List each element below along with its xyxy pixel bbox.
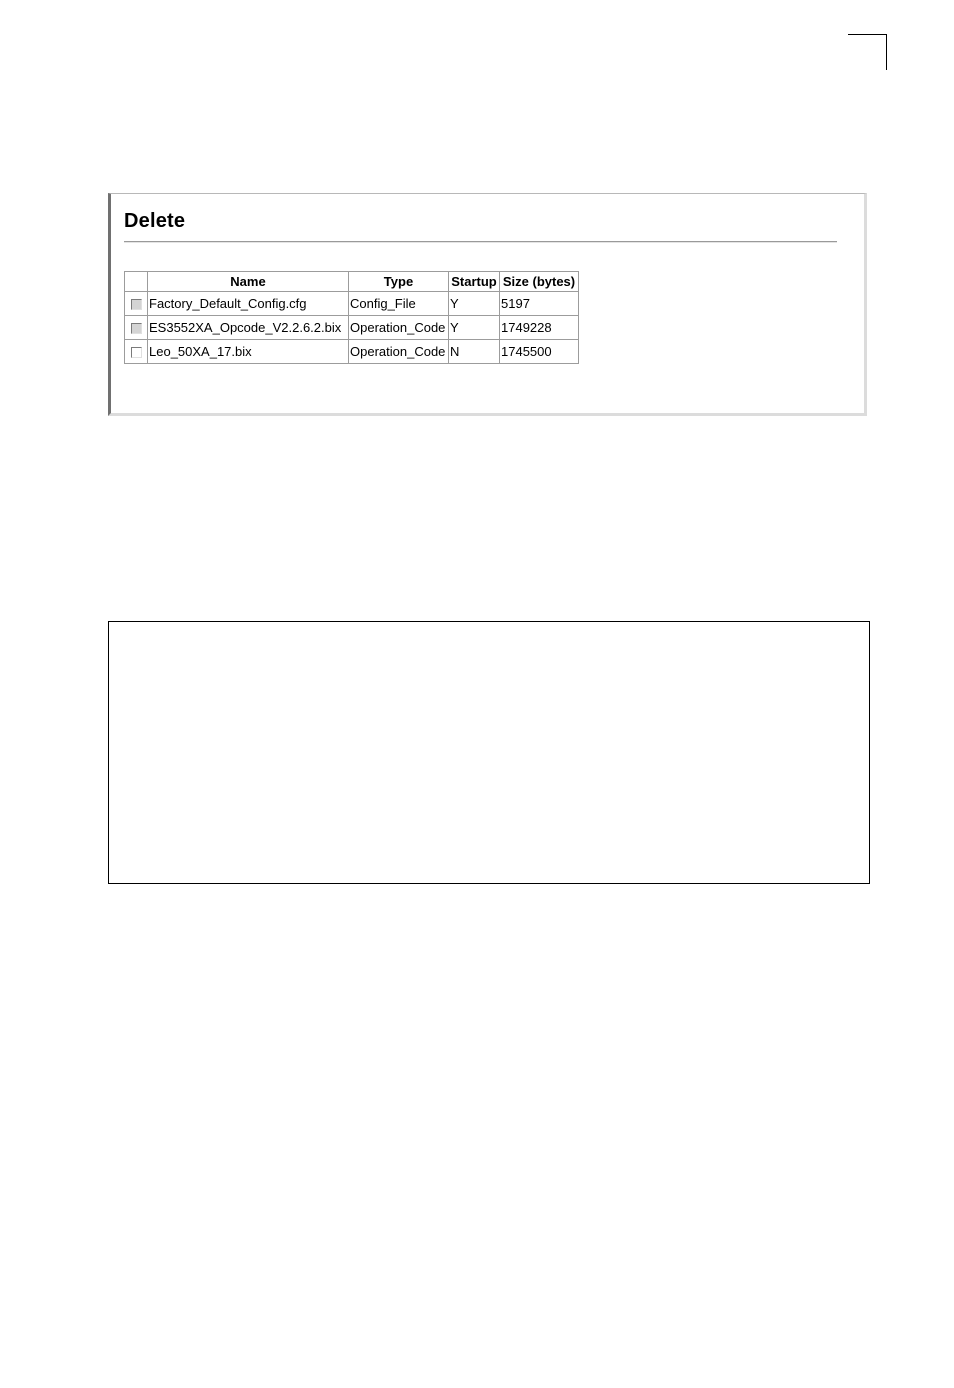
startup-cell: Y	[449, 316, 499, 339]
table-row	[125, 316, 578, 339]
page-title: Delete	[124, 210, 186, 232]
column-header-select	[125, 272, 147, 291]
table-header-row	[125, 272, 578, 291]
table-row	[125, 340, 578, 363]
empty-code-box	[108, 621, 870, 884]
file-table	[124, 271, 579, 364]
startup-cell: Y	[449, 292, 499, 315]
column-header-name: Name	[148, 272, 348, 291]
file-type-cell: Config_File	[349, 292, 448, 315]
row-checkbox-disabled	[131, 323, 142, 334]
row-select-cell	[125, 292, 147, 315]
row-select-cell	[125, 316, 147, 339]
file-name-cell: ES3552XA_Opcode_V2.2.6.2.bix	[148, 316, 348, 339]
column-header-type: Type	[349, 272, 448, 291]
column-header-size: Size (bytes)	[500, 272, 578, 291]
row-select-cell	[125, 340, 147, 363]
file-type-cell: Operation_Code	[349, 316, 448, 339]
file-name-cell: Factory_Default_Config.cfg	[148, 292, 348, 315]
column-header-startup: Startup	[449, 272, 499, 291]
row-checkbox[interactable]	[131, 347, 142, 358]
file-name-cell: Leo_50XA_17.bix	[148, 340, 348, 363]
file-size-cell: 1749228	[500, 316, 578, 339]
startup-cell: N	[449, 340, 499, 363]
table-row	[125, 292, 578, 315]
delete-panel	[108, 193, 867, 416]
corner-crop-mark	[848, 34, 887, 70]
title-divider	[124, 241, 837, 243]
file-size-cell: 1745500	[500, 340, 578, 363]
row-checkbox-disabled	[131, 299, 142, 310]
file-size-cell: 5197	[500, 292, 578, 315]
file-type-cell: Operation_Code	[349, 340, 448, 363]
